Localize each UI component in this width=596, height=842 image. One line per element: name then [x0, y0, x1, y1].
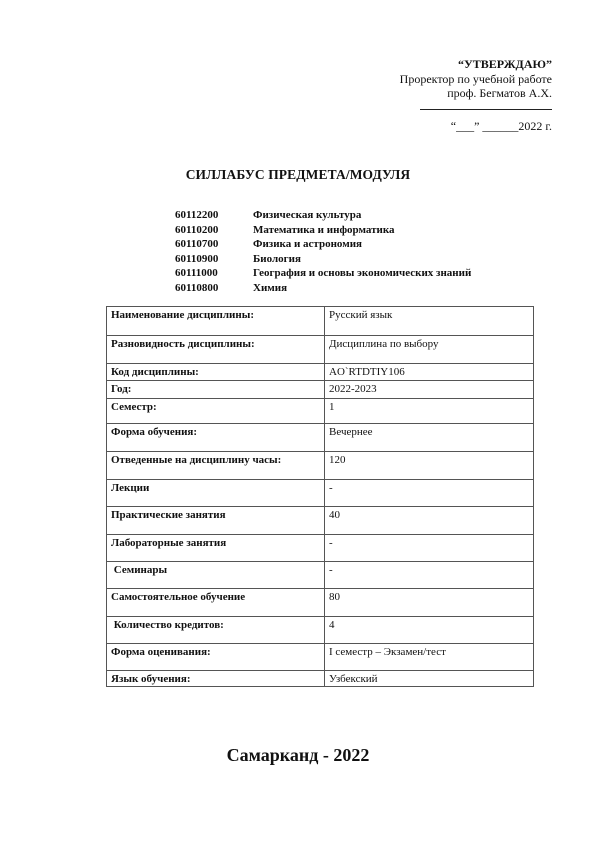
- table-row: [107, 381, 534, 399]
- row-label: Лабораторные занятия: [107, 535, 325, 562]
- table-row: [107, 307, 534, 336]
- row-label: Разновидность дисциплины:: [107, 336, 325, 364]
- table-row: [107, 644, 534, 671]
- footer-place-year: Самарканд - 2022: [226, 745, 370, 765]
- approval-block: [332, 57, 552, 133]
- specialty-row: [175, 266, 471, 281]
- table-row: [107, 671, 534, 687]
- table-row: [107, 364, 534, 381]
- row-value: 80: [325, 589, 534, 617]
- row-value: 4: [325, 617, 534, 644]
- approval-heading: “УТВЕРЖДАЮ”: [457, 57, 552, 71]
- row-label: Наименование дисциплины:: [107, 307, 325, 336]
- specialty-name: Физическая культура: [253, 209, 362, 221]
- document-title: СИЛЛАБУС ПРЕДМЕТА/МОДУЛЯ: [185, 167, 411, 182]
- specialty-code: 60110200: [175, 223, 219, 236]
- row-label: Семестр:: [107, 399, 325, 424]
- row-label: Отведенные на дисциплину часы:: [107, 452, 325, 480]
- specialty-code: 60111000: [175, 267, 218, 279]
- specialty-row: [175, 281, 471, 296]
- row-value: Вечернее: [325, 424, 534, 452]
- table-row: [107, 480, 534, 507]
- approval-date: “___” ______2022 г.: [450, 118, 552, 133]
- specialty-code: 60110900: [175, 252, 219, 265]
- table-row: [107, 535, 534, 562]
- row-label: Форма оценивания:: [107, 644, 325, 671]
- signature-line: [420, 109, 552, 110]
- row-label: Количество кредитов:: [107, 617, 325, 644]
- row-value: Дисциплина по выбору: [325, 336, 534, 364]
- row-value: -: [325, 562, 534, 589]
- row-label: Семинары: [107, 562, 325, 589]
- specialty-name: География и основы экономических знаний: [253, 267, 472, 279]
- row-value: Узбекский: [325, 671, 534, 687]
- table-row: [107, 589, 534, 617]
- row-value: 1: [325, 399, 534, 424]
- specialty-code: 60110700: [175, 238, 219, 250]
- specialty-row: [175, 237, 471, 252]
- approval-position: Проректор по учебной работе: [399, 71, 552, 86]
- table-row: [107, 452, 534, 480]
- specialty-row: [175, 252, 471, 267]
- row-value: -: [325, 480, 534, 507]
- table-row: [107, 507, 534, 535]
- specialty-row: [175, 223, 471, 238]
- row-value: 40: [325, 507, 534, 535]
- specialty-name: Химия: [253, 281, 288, 294]
- row-value: 2022-2023: [325, 381, 534, 399]
- row-label: Самостоятельное обучение: [107, 589, 325, 617]
- table-row: [107, 617, 534, 644]
- specialty-name: Физика и астрономия: [253, 238, 363, 250]
- row-label: Год:: [107, 381, 325, 399]
- row-value: I семестр – Экзамен/тест: [325, 644, 534, 671]
- row-label: Язык обучения:: [107, 671, 325, 687]
- table-row: [107, 399, 534, 424]
- specialty-name: Математика и информатика: [253, 223, 395, 236]
- table-row: [107, 424, 534, 452]
- row-label: Лекции: [107, 480, 325, 507]
- row-label: Форма обучения:: [107, 424, 325, 452]
- row-label: Практические занятия: [107, 507, 325, 535]
- specialty-code: 60112200: [175, 209, 219, 221]
- specialty-row: [175, 208, 471, 223]
- specialty-name: Биология: [253, 252, 301, 265]
- row-value: AO`RTDTIY106: [325, 364, 534, 381]
- table-row: [107, 336, 534, 364]
- table-row: [107, 562, 534, 589]
- row-value: Русский язык: [325, 307, 534, 336]
- specialty-code: 60110800: [175, 281, 219, 294]
- discipline-info-table: [106, 306, 534, 687]
- approval-name: проф. Бегматов А.Х.: [447, 86, 552, 100]
- row-value: 120: [325, 452, 534, 480]
- row-label: Код дисциплины:: [107, 364, 325, 381]
- specialty-list: [175, 208, 471, 295]
- row-value: -: [325, 535, 534, 562]
